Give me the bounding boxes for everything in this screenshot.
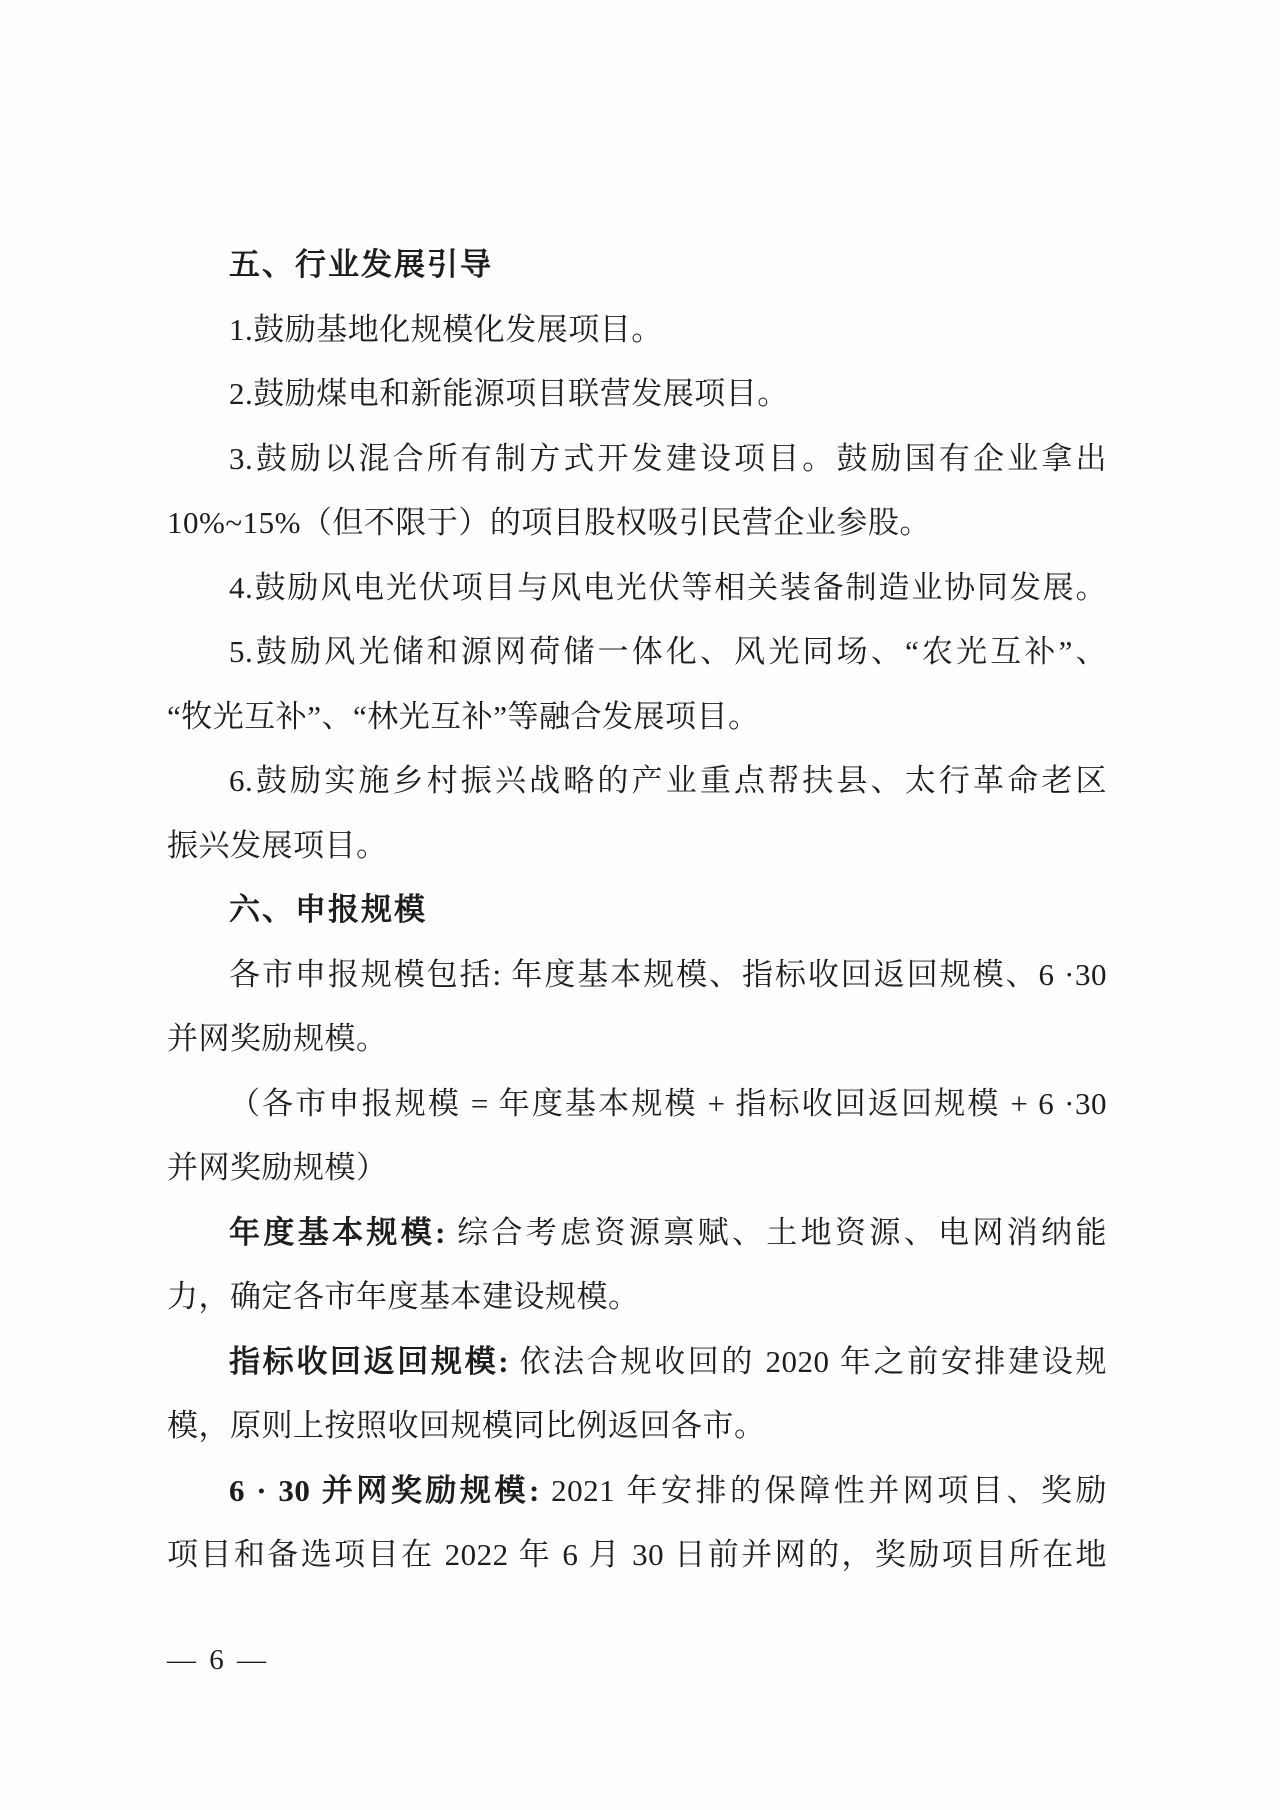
section-heading-5: 五、行业发展引导 bbox=[229, 247, 493, 282]
paragraph-text: 综合考虑资源禀赋、土地资源、电网消纳能 bbox=[457, 1214, 1107, 1250]
paragraph-line: 5.鼓励风光储和源网荷储一体化、风光同场、“农光互补”、 bbox=[229, 634, 1107, 669]
paragraph-line bbox=[167, 1201, 1107, 1266]
paragraph-line bbox=[167, 1459, 1107, 1524]
paragraph-line bbox=[167, 1330, 1107, 1395]
document-body bbox=[167, 233, 1107, 1588]
paragraph-text: 依法合规收回的 2020 年之前安排建设规 bbox=[519, 1343, 1107, 1379]
paragraph-text: 2021 年安排的保障性并网项目、奖励 bbox=[551, 1472, 1108, 1508]
section-heading-6: 六、申报规模 bbox=[229, 892, 427, 927]
paragraph-line: 并网奖励规模。 bbox=[167, 1021, 388, 1056]
page-number: — 6 — bbox=[167, 1644, 269, 1676]
paragraph-line: 6.鼓励实施乡村振兴战略的产业重点帮扶县、太行革命老区 bbox=[229, 763, 1107, 798]
paragraph-line: 力，确定各市年度基本建设规模。 bbox=[167, 1279, 640, 1314]
paragraph-line: 2.鼓励煤电和新能源项目联营发展项目。 bbox=[229, 376, 789, 411]
paragraph-line: 振兴发展项目。 bbox=[167, 827, 388, 863]
paragraph-line: 项目和备选项目在 2022 年 6 月 30 日前并网的，奖励项目所在地 bbox=[167, 1537, 1107, 1572]
paragraph-line: 各市申报规模包括: 年度基本规模、指标收回返回规模、6 ·30 bbox=[229, 956, 1107, 992]
paragraph-line: 3.鼓励以混合所有制方式开发建设项目。鼓励国有企业拿出 bbox=[229, 440, 1107, 476]
paragraph-line: 1.鼓励基地化规模化发展项目。 bbox=[229, 311, 663, 347]
term-label-630-grid-reward-scale: 6 · 30 并网奖励规模: bbox=[229, 1472, 552, 1508]
term-label-annual-basic-scale: 年度基本规模: bbox=[229, 1214, 458, 1250]
paragraph-line: 4.鼓励风电光伏项目与风电光伏等相关装备制造业协同发展。 bbox=[229, 569, 1107, 605]
paragraph-line: 并网奖励规模） bbox=[167, 1150, 388, 1185]
term-label-quota-return-scale: 指标收回返回规模: bbox=[229, 1343, 520, 1379]
paragraph-line: （各市申报规模 = 年度基本规模 + 指标收回返回规模 + 6 ·30 bbox=[229, 1085, 1107, 1121]
paragraph-line: 10%~15%（但不限于）的项目股权吸引民营企业参股。 bbox=[167, 505, 931, 540]
paragraph-line: 模，原则上按照收回规模同比例返回各市。 bbox=[167, 1408, 766, 1443]
paragraph-line: “牧光互补”、“林光互补”等融合发展项目。 bbox=[167, 698, 760, 734]
